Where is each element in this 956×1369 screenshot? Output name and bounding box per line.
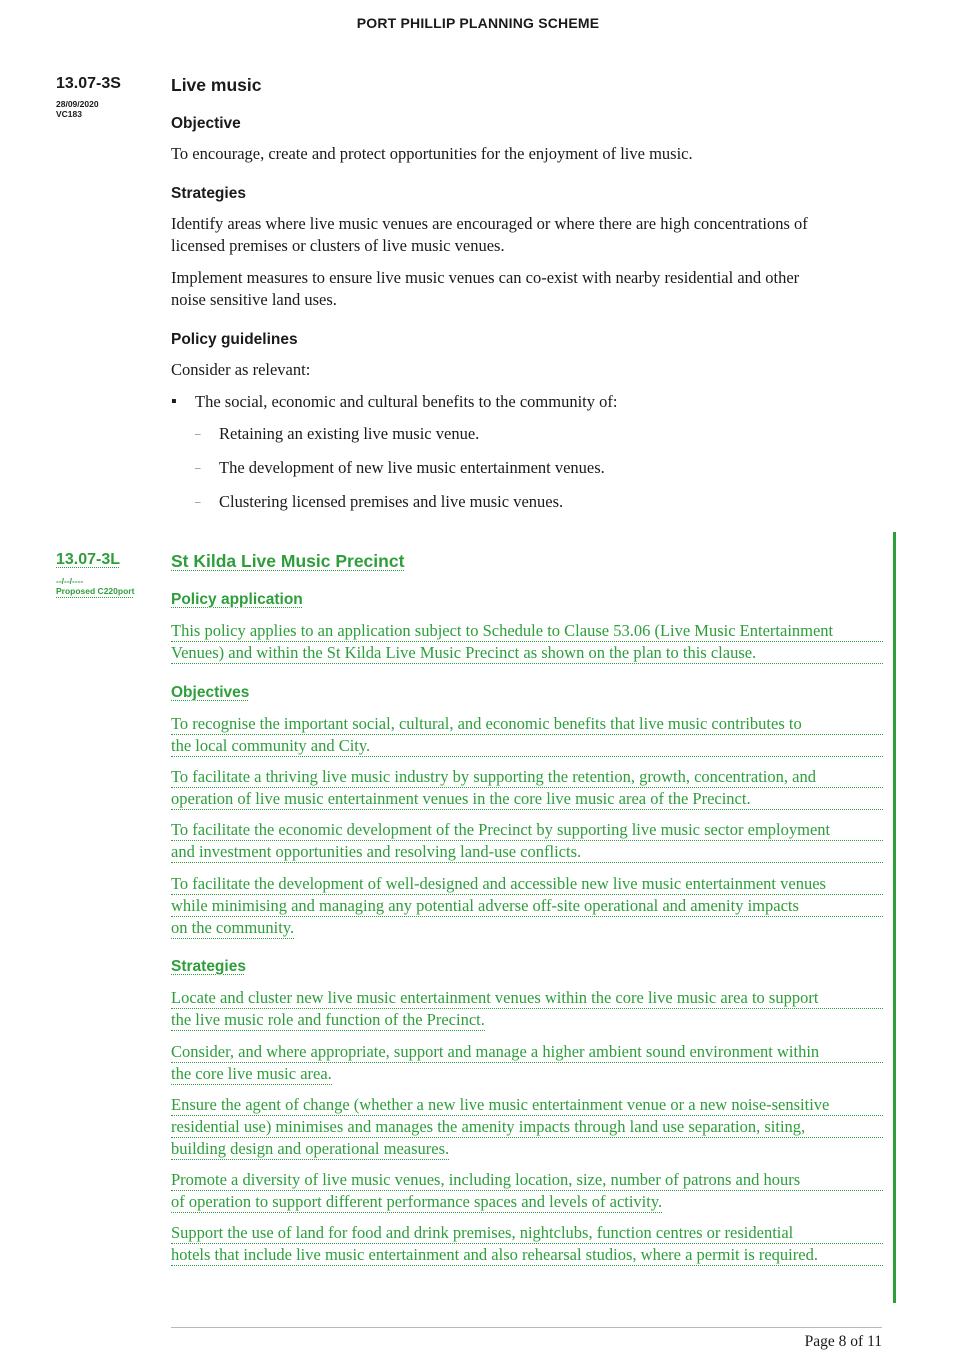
strategy-item [171, 1169, 883, 1213]
strategy-item [171, 987, 883, 1031]
text-line: while minimising and managing any potential adverse off-site operational and amenity impacts [171, 895, 883, 917]
text-line: on the community. [171, 918, 295, 937]
objective-item [171, 713, 883, 757]
text-line: the core live music area. [171, 1064, 332, 1083]
text-line: Ensure the agent of change (whether a new live music entertainment venue or a new noise-sensitive [171, 1094, 883, 1116]
text-line: This policy applies to an application subject to Schedule to Clause 53.06 (Live Music Entertainment [171, 620, 883, 642]
text-line: licensed premises or clusters of live music venues. [171, 236, 505, 255]
policy-application-text [171, 620, 883, 664]
objective-heading: Objective [171, 115, 241, 132]
guidelines-intro: Consider as relevant: [171, 360, 311, 379]
text-line: To recognise the important social, cultural, and economic benefits that live music contributes to [171, 713, 883, 735]
strategy-item [171, 1041, 883, 1085]
text-line: noise sensitive land uses. [171, 290, 337, 309]
clause-title: St Kilda Live Music Precinct [171, 551, 405, 571]
strategy-paragraph [171, 267, 883, 311]
text-line: and investment opportunities and resolving land-use conflicts. [171, 841, 883, 863]
bullet-item: The social, economic and cultural benefits to the community of: [195, 392, 618, 411]
text-line: Venues) and within the St Kilda Live Music Precinct as shown on the plan to this clause. [171, 642, 883, 664]
clause-number: 13.07-3L [56, 551, 121, 568]
strategy-item [171, 1094, 883, 1160]
text-line: residential use) minimises and manages the amenity impacts through land use separation, siting, [171, 1116, 883, 1138]
objective-text: To encourage, create and protect opportunities for the enjoyment of live music. [171, 144, 693, 163]
guidelines-heading: Policy guidelines [171, 331, 298, 348]
sub-bullet-item: Clustering licensed premises and live music venues. [219, 492, 564, 511]
change-bar [893, 532, 896, 1303]
objective-item [171, 873, 883, 939]
text-line: To facilitate the development of well-designed and accessible new live music entertainment venues [171, 873, 883, 895]
text-line: Promote a diversity of live music venues, including location, size, number of patrons and hours [171, 1169, 883, 1191]
clause-amendment: Proposed C220port [56, 586, 135, 596]
text-line: of operation to support different performance spaces and levels of activity. [171, 1192, 663, 1211]
text-line: To facilitate a thriving live music industry by supporting the retention, growth, concentration, and [171, 766, 883, 788]
text-line: the local community and City. [171, 735, 883, 757]
strategies-heading: Strategies [171, 185, 246, 202]
strategies-heading: Strategies [171, 958, 246, 975]
policy-application-heading: Policy application [171, 591, 303, 608]
objectives-heading: Objectives [171, 684, 250, 701]
document-header: PORT PHILLIP PLANNING SCHEME [356, 15, 600, 31]
text-line: Identify areas where live music venues are encouraged or where there are high concentrations of [171, 214, 808, 233]
objective-item [171, 766, 883, 810]
footer-divider [171, 1327, 882, 1328]
clause-number: 13.07-3S [56, 75, 121, 92]
text-line: Consider, and where appropriate, support and manage a higher ambient sound environment within [171, 1041, 883, 1063]
text-line: To facilitate the economic development of the Precinct by supporting live music sector employment [171, 819, 883, 841]
text-line: Implement measures to ensure live music venues can co-exist with nearby residential and other [171, 268, 800, 287]
sub-bullet-item: Retaining an existing live music venue. [219, 424, 480, 443]
clause-amendment: VC183 [56, 109, 82, 119]
objective-item [171, 819, 883, 863]
text-line: hotels that include live music entertainment and also rehearsal studios, where a permit is required. [171, 1244, 883, 1266]
strategy-item [171, 1222, 883, 1266]
clause-date: 28/09/2020 [56, 99, 99, 109]
dash-icon: – [195, 496, 201, 508]
text-line: Locate and cluster new live music entertainment venues within the core live music area to support [171, 987, 883, 1009]
strategy-paragraph [171, 213, 883, 257]
text-line: Support the use of land for food and drink premises, nightclubs, function centres or residential [171, 1222, 883, 1244]
text-line: the live music role and function of the Precinct. [171, 1010, 485, 1029]
clause-date: --/--/---- [56, 576, 84, 586]
bullet-icon: ▪ [171, 393, 177, 410]
text-line: operation of live music entertainment venues in the core live music area of the Precinct. [171, 788, 883, 810]
text-line: building design and operational measures. [171, 1139, 450, 1158]
dash-icon: – [195, 462, 201, 474]
dash-icon: – [195, 428, 201, 440]
sub-bullet-item: The development of new live music entertainment venues. [219, 458, 605, 477]
page-number: Page 8 of 11 [804, 1333, 882, 1350]
clause-title: Live music [171, 75, 262, 95]
